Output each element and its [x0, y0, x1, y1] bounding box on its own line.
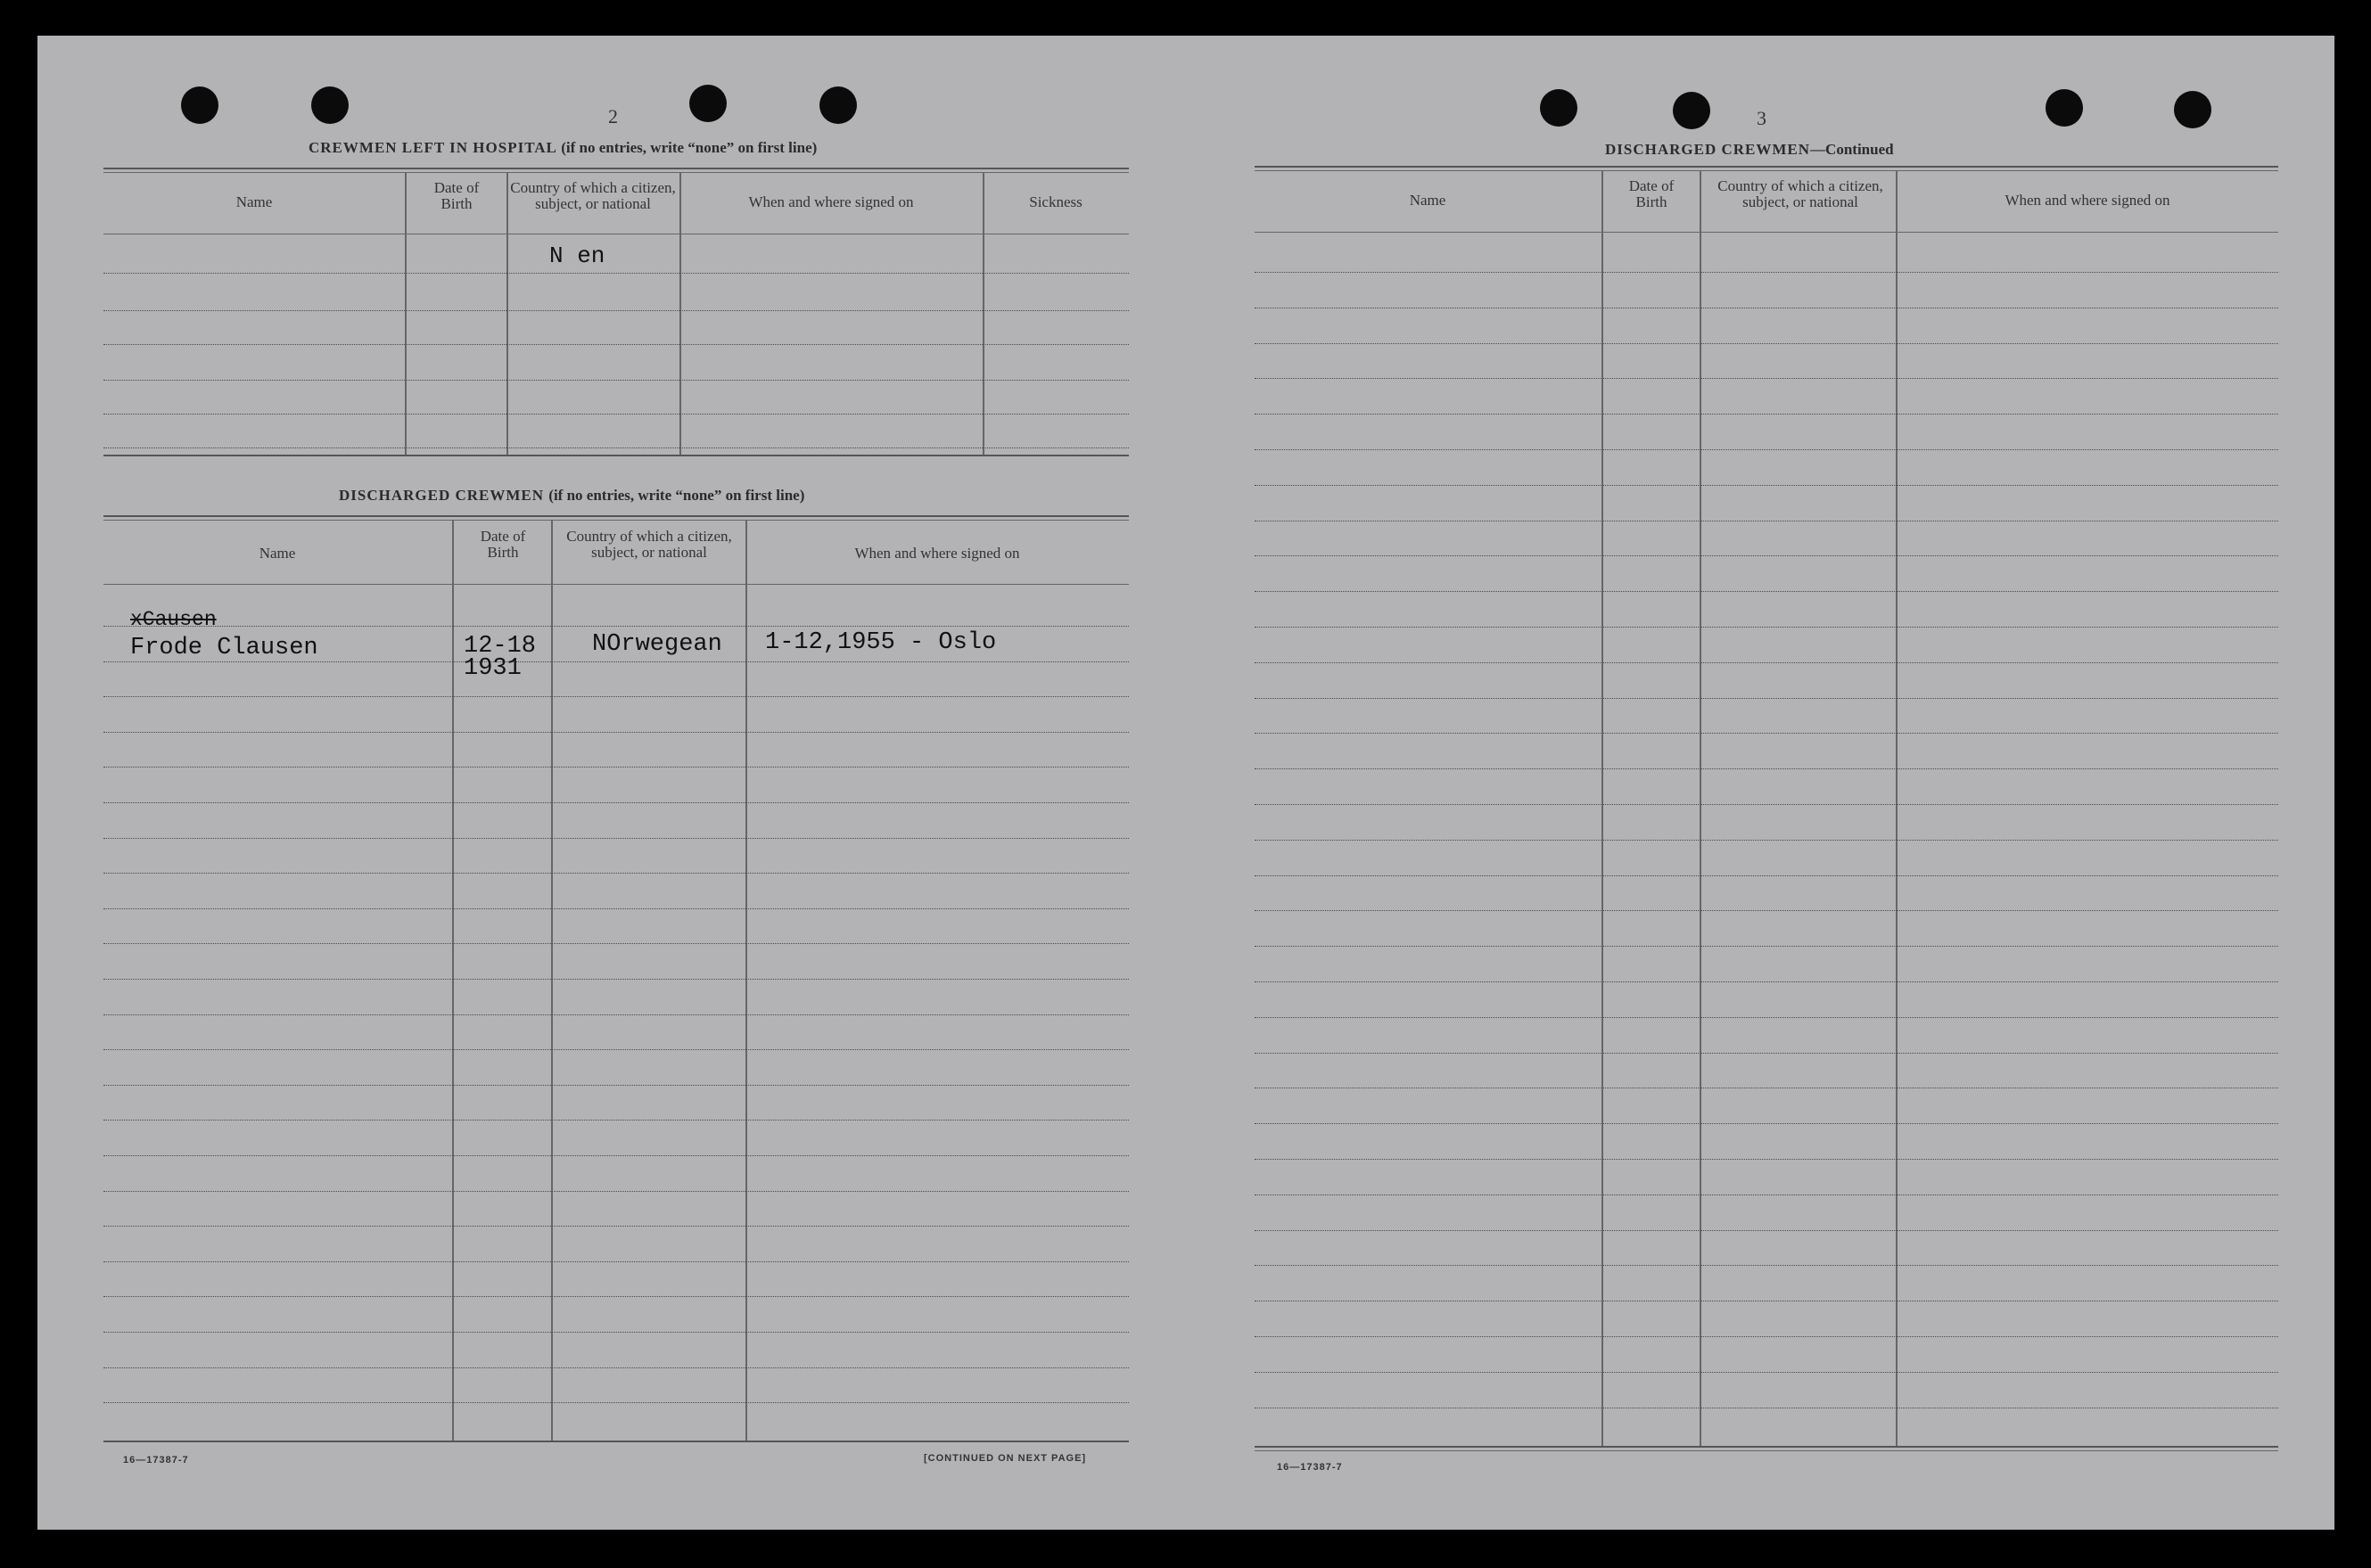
entry-line	[103, 310, 1129, 311]
punch-hole	[181, 86, 218, 124]
right-header-country: Country of which a citizen, subject, or national	[1717, 177, 1883, 210]
entry-line	[103, 1332, 1129, 1333]
entry-line	[1255, 485, 2278, 486]
entry-line	[103, 447, 1129, 448]
col-divider	[983, 173, 984, 455]
hospital-header-signed-on: When and where signed on	[748, 193, 914, 210]
hospital-header-dob: Date of Birth	[433, 179, 480, 212]
hospital-bottom-rule	[103, 455, 1129, 456]
entry-line	[103, 767, 1129, 768]
discharged-title-text: DISCHARGED CREWMEN	[339, 487, 545, 504]
entry-line	[103, 1191, 1129, 1192]
entry-line	[103, 873, 1129, 874]
entry-line	[1255, 946, 2278, 947]
entry-line	[103, 1155, 1129, 1156]
crew-name: Frode Clausen	[130, 635, 318, 661]
entry-line	[1255, 272, 2278, 273]
right-bottom-rule	[1255, 1446, 2278, 1448]
entry-line	[103, 732, 1129, 733]
page-number-left: 2	[608, 105, 618, 127]
entry-line	[103, 1014, 1129, 1015]
entry-line	[103, 1402, 1129, 1403]
form-number-right: 16—17387-7	[1277, 1462, 1343, 1473]
entry-line	[1255, 698, 2278, 699]
right-header-signed-on: When and where signed on	[2005, 192, 2170, 209]
entry-line	[1255, 414, 2278, 415]
discharged-top-rule-2	[103, 520, 1129, 521]
punch-hole	[819, 86, 857, 124]
hospital-header-sickness: Sickness	[1029, 193, 1083, 210]
discharged-header-country: Country of which a citizen, subject, or national	[566, 528, 732, 561]
entry-line	[103, 1296, 1129, 1297]
entry-line	[103, 273, 1129, 274]
entry-line	[1255, 1053, 2278, 1054]
entry-line	[103, 1226, 1129, 1227]
right-title-suffix: —Continued	[1810, 141, 1894, 158]
col-divider	[745, 521, 747, 1441]
right-header-dob: Date of Birth	[1628, 177, 1675, 210]
entry-line	[1255, 627, 2278, 628]
col-divider	[1700, 171, 1701, 1446]
crew-signed-on: 1-12,1955 - Oslo	[765, 629, 997, 656]
discharged-bottom-rule	[103, 1441, 1129, 1442]
document-page	[37, 36, 2334, 1530]
right-header-rule	[1255, 232, 2278, 233]
entry-line	[1255, 981, 2278, 982]
entry-line	[1255, 733, 2278, 734]
col-divider	[1896, 171, 1898, 1446]
col-divider	[506, 173, 508, 455]
crew-country: NOrwegean	[592, 631, 722, 658]
col-divider	[405, 173, 407, 455]
hospital-top-rule	[103, 168, 1129, 169]
struck-text: xCausen	[130, 608, 217, 631]
discharged-header-name: Name	[259, 545, 296, 562]
entry-line	[1255, 662, 2278, 663]
right-header-name: Name	[1409, 192, 1446, 209]
page-number-right: 3	[1757, 107, 1766, 129]
hospital-entry-country: N en	[549, 242, 605, 269]
entry-line	[103, 344, 1129, 345]
hospital-title-text: CREWMEN LEFT IN HOSPITAL	[309, 139, 556, 156]
col-divider	[452, 521, 454, 1441]
crew-dob-line1: 12-18	[464, 633, 537, 660]
col-divider	[551, 521, 553, 1441]
entry-line	[103, 838, 1129, 839]
entry-line	[103, 1120, 1129, 1121]
punch-hole	[689, 85, 727, 122]
entry-line	[1255, 1372, 2278, 1373]
entry-line	[103, 802, 1129, 803]
discharged-top-rule	[103, 515, 1129, 517]
col-divider	[679, 173, 681, 455]
hospital-section-title	[309, 139, 817, 157]
hospital-header-name: Name	[235, 193, 273, 210]
discharged-section-title	[339, 487, 804, 505]
entry-line	[1255, 343, 2278, 344]
punch-hole	[1540, 89, 1577, 127]
right-title-text: DISCHARGED CREWMEN	[1605, 141, 1811, 158]
entry-line	[1255, 1194, 2278, 1195]
form-number-left: 16—17387-7	[123, 1455, 189, 1465]
punch-hole	[1673, 92, 1710, 129]
entry-line	[1255, 555, 2278, 556]
entry-line	[1255, 840, 2278, 841]
right-top-rule	[1255, 166, 2278, 168]
continued-note: [CONTINUED ON NEXT PAGE]	[924, 1453, 1087, 1464]
entry-line	[1255, 875, 2278, 876]
entry-line	[1255, 1230, 2278, 1231]
discharged-header-dob: Date of Birth	[480, 528, 526, 561]
crew-dob-line2: 1931	[464, 655, 522, 682]
discharged-instruction: (if no entries, write “none” on first line)	[548, 487, 805, 504]
entry-line	[1255, 378, 2278, 379]
punch-hole	[2046, 89, 2083, 127]
entry-line	[1255, 1336, 2278, 1337]
right-top-rule-2	[1255, 170, 2278, 171]
entry-line	[103, 1367, 1129, 1368]
punch-hole	[311, 86, 349, 124]
entry-line	[103, 1261, 1129, 1262]
discharged-header-signed-on: When and where signed on	[854, 545, 1020, 562]
hospital-top-rule-2	[103, 172, 1129, 173]
discharged-header-rule	[103, 584, 1129, 585]
entry-line	[103, 1085, 1129, 1086]
entry-line	[1255, 1123, 2278, 1124]
entry-line	[1255, 1159, 2278, 1160]
hospital-instruction: (if no entries, write “none” on first line)	[561, 139, 818, 156]
entry-line	[103, 943, 1129, 944]
col-divider	[1601, 171, 1603, 1446]
entry-line	[103, 979, 1129, 980]
entry-line	[1255, 449, 2278, 450]
entry-line	[103, 626, 1129, 627]
entry-line	[103, 1049, 1129, 1050]
entry-line	[1255, 910, 2278, 911]
entry-line	[1255, 804, 2278, 805]
entry-line	[1255, 1265, 2278, 1266]
entry-line	[1255, 1017, 2278, 1018]
entry-line	[103, 380, 1129, 381]
entry-line	[103, 661, 1129, 662]
entry-line	[103, 696, 1129, 697]
right-bottom-rule-2	[1255, 1450, 2278, 1451]
entry-line	[103, 908, 1129, 909]
hospital-header-country: Country of which a citizen, subject, or national	[510, 179, 676, 212]
entry-line	[103, 414, 1129, 415]
entry-line	[1255, 591, 2278, 592]
punch-hole	[2174, 91, 2211, 128]
entry-line	[1255, 768, 2278, 769]
right-section-title	[1605, 141, 1894, 159]
